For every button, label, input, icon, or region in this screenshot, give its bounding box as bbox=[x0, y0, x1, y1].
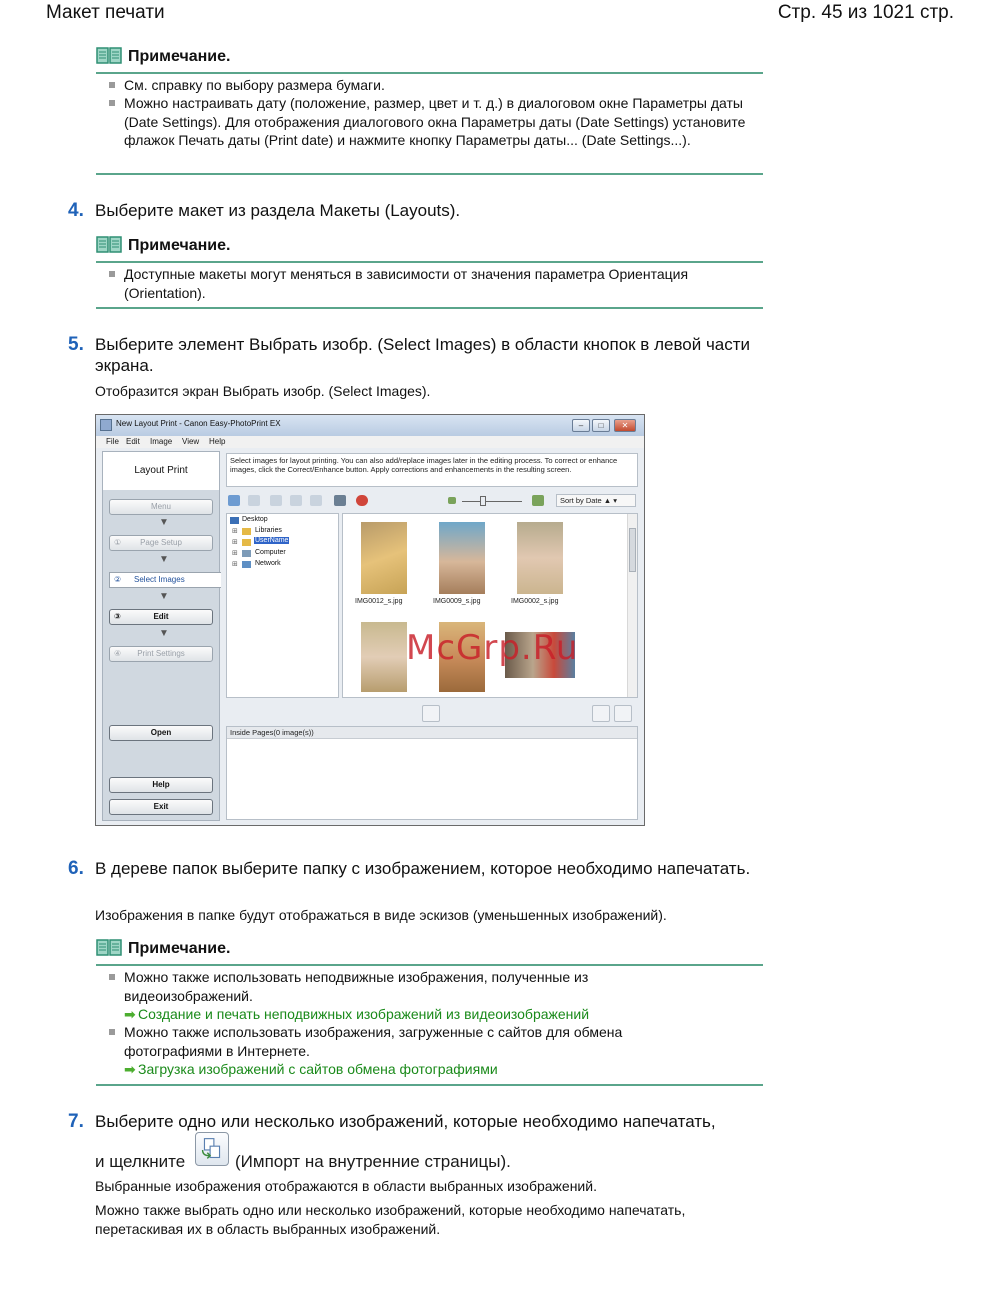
link-arrow-icon: ➡ bbox=[124, 1061, 136, 1077]
app-window-screenshot bbox=[95, 414, 645, 826]
thumbnail-caption: IMG0009_s.jpg bbox=[433, 598, 481, 605]
menu-button[interactable]: Menu bbox=[109, 499, 213, 515]
tree-username[interactable]: UserName bbox=[255, 537, 289, 544]
step-text: Выберите макет из раздела Макеты (Layouts). bbox=[95, 201, 461, 220]
zoom-slider-handle[interactable] bbox=[480, 496, 486, 506]
window-titlebar bbox=[96, 415, 644, 436]
step-body: Изображения в папке будут отображаться в виде эскизов (уменьшенных изображений). bbox=[95, 907, 667, 923]
bullet-icon bbox=[109, 100, 115, 106]
note-divider bbox=[96, 173, 763, 175]
note-book-icon bbox=[96, 46, 122, 66]
sort-select[interactable]: Sort by Date ▲ ▾ bbox=[556, 494, 636, 507]
step-number: 7. bbox=[68, 1111, 84, 1132]
step-number: 4. bbox=[68, 200, 84, 221]
thumbnail-caption: IMG0012_s.jpg bbox=[355, 598, 403, 605]
exit-button[interactable]: Exit bbox=[109, 799, 213, 815]
instruction-text: Select images for layout printing. You can also add/replace images later in the editing process. To correct or enhance images, click the Correct/Enhance button. Apply corrections and enhancements in the resulting screen. bbox=[226, 453, 638, 487]
thumbnail-scrollbar[interactable] bbox=[627, 514, 637, 697]
step-text-line1: Выберите одно или несколько изображений, которые необходимо напечатать, bbox=[95, 1112, 716, 1131]
left-panel bbox=[102, 451, 220, 821]
inside-pages-label: Inside Pages(0 image(s)) bbox=[227, 727, 637, 739]
edit-button[interactable]: ③ Edit bbox=[109, 609, 213, 625]
menu-view[interactable]: View bbox=[182, 437, 200, 446]
watermark: McGrp.Ru bbox=[406, 628, 579, 668]
close-icon[interactable]: ✕ bbox=[614, 419, 636, 432]
arrow-down-icon: ▼ bbox=[159, 628, 169, 639]
print-settings-button[interactable]: ④ Print Settings bbox=[109, 646, 213, 662]
bullet-icon bbox=[109, 271, 115, 277]
web-icon[interactable] bbox=[356, 495, 368, 506]
arrow-down-icon: ▼ bbox=[159, 591, 169, 602]
thumbnail-caption: IMG0002_s.jpg bbox=[511, 598, 559, 605]
tree-desktop[interactable]: Desktop bbox=[242, 516, 268, 523]
note-header bbox=[96, 938, 763, 966]
note-divider bbox=[96, 307, 763, 309]
toolbar bbox=[226, 493, 638, 509]
step-body: Отобразится экран Выбрать изобр. (Select Images). bbox=[95, 383, 431, 399]
note-header bbox=[96, 46, 763, 74]
note-title: Примечание. bbox=[128, 237, 231, 254]
large-image-icon bbox=[532, 495, 544, 506]
bullet-icon bbox=[109, 82, 115, 88]
tree-computer[interactable]: Computer bbox=[255, 549, 286, 556]
note-divider bbox=[96, 1084, 763, 1086]
note-book-icon bbox=[96, 938, 122, 958]
scan-icon[interactable] bbox=[334, 495, 346, 506]
menubar bbox=[96, 436, 644, 448]
app-icon bbox=[100, 419, 112, 431]
small-image-icon bbox=[448, 497, 456, 504]
open-button[interactable]: Open bbox=[109, 725, 213, 741]
folder-icon bbox=[242, 528, 251, 535]
step-text-line2-pre: и щелкните bbox=[95, 1152, 186, 1171]
step-number: 6. bbox=[68, 858, 84, 879]
link-arrow-icon: ➡ bbox=[124, 1006, 136, 1022]
help-button[interactable]: Help bbox=[109, 777, 213, 793]
select-images-button[interactable]: ② Select Images bbox=[109, 572, 221, 588]
network-icon bbox=[242, 561, 251, 568]
arrow-down-icon: ▼ bbox=[159, 517, 169, 528]
folder-tree[interactable]: Desktop ⊞ Libraries ⊞ UserName ⊞ Computer ⊞ Network bbox=[226, 513, 339, 698]
computer-icon bbox=[242, 550, 251, 557]
desktop-icon bbox=[230, 517, 239, 524]
rotate-icon[interactable] bbox=[290, 495, 302, 506]
correct-icon[interactable] bbox=[270, 495, 282, 506]
thumbnail-image[interactable] bbox=[517, 522, 563, 594]
bullet-icon bbox=[109, 974, 115, 980]
step-body: Выбранные изображения отображаются в области выбранных изображений. bbox=[95, 1178, 597, 1194]
menu-help[interactable]: Help bbox=[209, 437, 226, 446]
view-thumbnails-icon[interactable] bbox=[228, 495, 240, 506]
note-title: Примечание. bbox=[128, 48, 231, 65]
arrow-down-icon: ▼ bbox=[159, 554, 169, 565]
note3-item-1: Можно также использовать неподвижные изображения, полученные из видеоизображений. bbox=[124, 969, 589, 1004]
note-book-icon bbox=[96, 235, 122, 255]
link-photo-sharing[interactable]: ➡ Загрузка изображений с сайтов обмена фотографиями bbox=[124, 1061, 498, 1077]
page-setup-button[interactable]: ① Page Setup bbox=[109, 535, 213, 551]
note2-item-1: Доступные макеты могут меняться в зависимости от значения параметра Ориентация (Orientation). bbox=[124, 266, 689, 301]
note-header bbox=[96, 235, 763, 263]
link-video-stills[interactable]: ➡ Создание и печать неподвижных изображений из видеоизображений bbox=[124, 1006, 590, 1022]
step-number: 5. bbox=[68, 334, 84, 355]
note-title: Примечание. bbox=[128, 940, 231, 957]
page-header-title: Макет печати bbox=[46, 2, 165, 23]
page-counter: Стр. 45 из 1021 стр. bbox=[777, 2, 954, 23]
import-to-inside-pages-icon bbox=[195, 1132, 229, 1166]
selected-images-area bbox=[226, 726, 638, 820]
view-list-icon[interactable] bbox=[248, 495, 260, 506]
thumbnail-area bbox=[342, 513, 638, 698]
thumbnail-image[interactable] bbox=[361, 622, 407, 692]
step-text: Выберите элемент Выбрать изобр. (Select Images) в области кнопок в левой части экрана. bbox=[95, 335, 751, 375]
zoom-slider[interactable] bbox=[462, 501, 522, 502]
tree-network[interactable]: Network bbox=[255, 560, 281, 567]
tree-libraries[interactable]: Libraries bbox=[255, 527, 282, 534]
user-folder-icon bbox=[242, 539, 251, 546]
window-title: New Layout Print - Canon Easy-PhotoPrint EX bbox=[116, 419, 281, 428]
menu-edit[interactable]: Edit bbox=[126, 437, 140, 446]
import-icon[interactable] bbox=[422, 705, 440, 722]
thumbnail-image[interactable] bbox=[361, 522, 407, 594]
note1-item-1: См. справку по выбору размера бумаги. bbox=[124, 77, 385, 93]
thumbnail-image[interactable] bbox=[439, 522, 485, 594]
remove-all-icon[interactable] bbox=[614, 705, 632, 722]
step-text-line2-post: (Импорт на внутренние страницы). bbox=[235, 1152, 511, 1171]
menu-file[interactable]: File bbox=[106, 437, 119, 446]
photo-icon[interactable] bbox=[310, 495, 322, 506]
menu-image[interactable]: Image bbox=[150, 437, 173, 446]
step-text: В дереве папок выберите папку с изображением, которое необходимо напечатать. bbox=[95, 859, 751, 878]
panel-title: Layout Print bbox=[134, 465, 188, 476]
remove-icon[interactable] bbox=[592, 705, 610, 722]
step-body: Можно также выбрать одно или несколько изображений, которые необходимо напечатать, перетаскивая их в область выбранных изображений. bbox=[95, 1202, 686, 1237]
maximize-icon[interactable]: □ bbox=[592, 419, 610, 432]
note1-item-2: Можно настраивать дату (положение, размер, цвет и т. д.) в диалоговом окне Параметры даты (Date Settings). Для отображения диалогового окна Параметры даты (Date Settings) установите флажок Печать даты (Print date) и нажмите кнопку Параметры даты... (Date Settings...). bbox=[124, 95, 746, 148]
minimize-icon[interactable]: – bbox=[572, 419, 590, 432]
note3-item-2: Можно также использовать изображения, загруженные с сайтов для обмена фотографиями в Интернете. bbox=[124, 1024, 623, 1059]
bullet-icon bbox=[109, 1029, 115, 1035]
